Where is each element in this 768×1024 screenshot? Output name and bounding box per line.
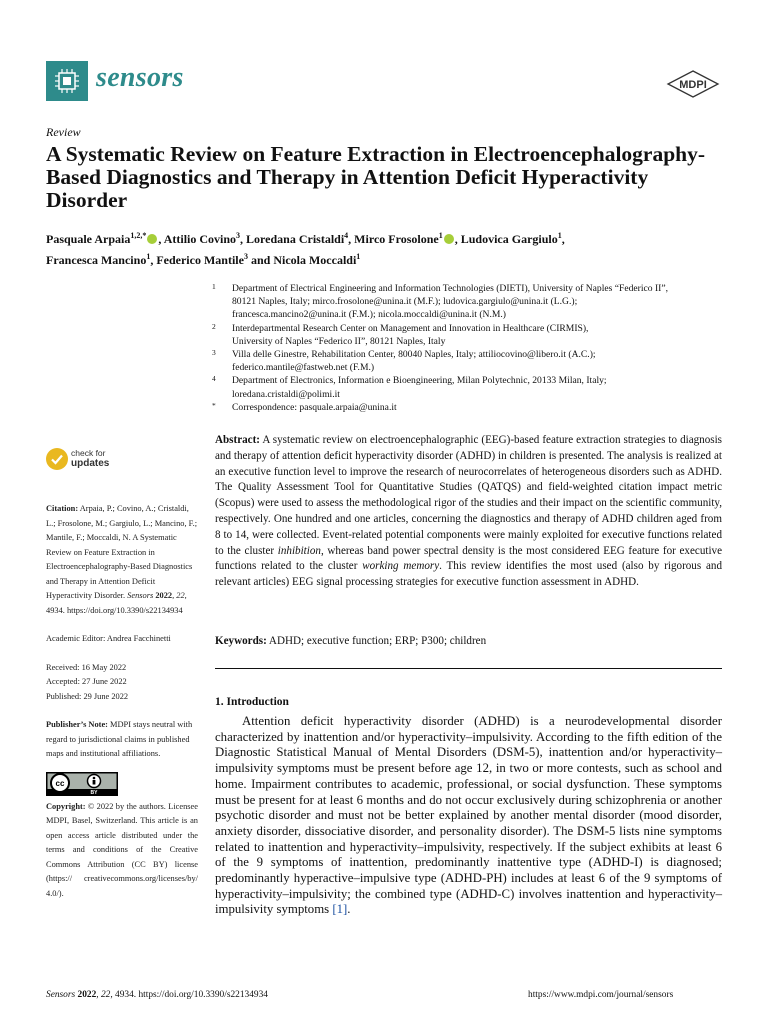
author-list bbox=[46, 227, 736, 269]
author-affiliation-mark: 1 bbox=[146, 252, 151, 261]
abstract-text: A systematic review on electroencephalographic (EEG)-based feature extraction strategies to diagnosis and therapy of attention deficit hyperactivity disorder (ADHD) in children is presented. The analysis is realized at an executive function level to improve the research of neurocorrelates of heterogeneous disorders such as ADHD. The Quality Assessment Tool for Quantitative Studies (QATQS) and field-weighted citation impact metric (Scopus) were used to assess the methodological rigor of the studies and their impact on the scientific community, respectively. One hundred and one articles, concerning the diagnostics and therapy of ADHD children aged from 8 to 14, were collected. Event-related potential components were mainly exploited for executive functions related to the cluster bbox=[215, 434, 722, 557]
affiliation bbox=[212, 374, 732, 400]
intro-text: Attention deficit hyperactivity disorder (ADHD) is a neurodevelopmental disorder characterized by inattention and/or hyperactivity–impulsivity. According to the fifth edition of the Diagnostic Statistical Manual of Mental Disorders (DSM-5), inattention and/or hyperactivity–impulsivity symptoms must be present before age 12, in two or more contests, such as school and home. Impairment contributes to academic, professional, or social dysfunction. These symptoms must be present for at least 6 months and do not occur exclusively during schizophrenia or another psychotic disorder and must not be better explained by another mental disorder (mood disorder, anxiety disorder, dissociative disorder, and personality disorder). The DSM-5 lists nine symptoms related to inattention and hyperactivity–impulsivity, respectively. If the subject exhibits at least 6 of the 9 symptoms of inattention, predominantly inattentive type (ADHD-I) is diagnosed; predominantly hyperactive–impulsive type (ADHD-PH) includes at least 6 of the 9 symptoms of hyperactivity–impulsivity; the combined type (ADHD-C) involves inattention and hyperactivity–impulsivity symptoms bbox=[215, 714, 722, 917]
author-affiliation-mark: 3 bbox=[243, 252, 248, 261]
author-separator: and bbox=[247, 253, 274, 267]
affiliation-line: Department of Electrical Engineering and Information Technologies (DIETI), University of Naples “Federico II”, bbox=[232, 283, 669, 294]
received-date: Received: 16 May 2022 bbox=[46, 662, 127, 672]
citation-year: 2022 bbox=[153, 591, 173, 600]
divider bbox=[215, 668, 722, 669]
citation-link[interactable]: [1] bbox=[332, 902, 348, 917]
abstract-emphasis: working memory bbox=[362, 560, 440, 573]
affiliation-line: Interdepartmental Research Center on Management and Innovation in Healthcare (CIRMIS), bbox=[232, 322, 589, 334]
author-separator: , bbox=[561, 232, 565, 246]
affiliation bbox=[212, 348, 732, 374]
cc-badge-text: BY bbox=[90, 789, 98, 796]
affiliation-line: Department of Electronics, Information e Bioengineering, Milan Polytechnic, 20133 Milan, Italy; bbox=[232, 375, 607, 387]
check-for-updates-line2: updates bbox=[71, 458, 110, 469]
author: Nicola Moccaldi bbox=[273, 253, 357, 267]
footer-volume: , 22 bbox=[96, 990, 111, 1000]
article-type: Review bbox=[46, 125, 81, 139]
mdpi-logo-text: MDPI bbox=[679, 79, 707, 91]
paper-title: A Systematic Review on Feature Extraction in Electroencephalography-Based Diagnostics and Therapy in Attention Deficit Hyperactivity Disorder bbox=[46, 142, 706, 212]
author: Francesca Mancino bbox=[46, 253, 147, 267]
accepted-date: Accepted: 27 June 2022 bbox=[46, 677, 127, 686]
citation-text: Arpaia, P.; Covino, A.; Cristaldi, L.; Frosolone, M.; Gargiulo, L.; Mancino, F.; Mantile, F.; Moccaldi, N. A Systematic Review on Feature Extraction in Electroencephalography-Based Diagnostics and Therapy in Attention Deficit Hyperactivity Disorder. bbox=[46, 504, 198, 600]
author: Loredana Cristaldi bbox=[246, 232, 345, 246]
svg-text:cc: cc bbox=[55, 778, 65, 788]
affiliation-mark: 2 bbox=[212, 321, 216, 331]
affiliation-line: federico.mantile@fastweb.net (F.M.) bbox=[232, 362, 375, 374]
author-separator: , bbox=[348, 232, 355, 246]
abstract-text: , whereas band power spectral density is the most considered EEG feature for executive functions related to the cluster bbox=[215, 544, 722, 573]
author-affiliation-mark: 4 bbox=[344, 231, 349, 240]
intro-end: . bbox=[347, 902, 351, 917]
author: Attilio Covino bbox=[163, 232, 237, 246]
copyright-text: © 2022 by the authors. Licensee MDPI, Basel, Switzerland. This article is an open access article distributed under the terms and conditions of the Creative Commons Attribution (CC BY) license (https:// creativecommons.org/licenses/by/ 4.0/). bbox=[46, 801, 198, 898]
cc-by-license-icon[interactable] bbox=[46, 772, 118, 796]
intro-paragraph bbox=[215, 714, 722, 918]
affiliation bbox=[212, 401, 732, 414]
publishers-note-text: MDPI stays neutral with regard to jurisdictional claims in published maps and institutional affiliations. bbox=[46, 720, 193, 758]
affiliation bbox=[212, 322, 732, 348]
abstract-emphasis: inhibition bbox=[277, 544, 321, 557]
affiliation-mark: 1 bbox=[212, 282, 216, 291]
keywords-text: ADHD; executive function; ERP; P300; children bbox=[266, 635, 487, 647]
abstract-label: Abstract: bbox=[215, 434, 260, 446]
author-separator: , bbox=[150, 253, 157, 267]
author-separator: , bbox=[454, 232, 461, 246]
mdpi-logo bbox=[666, 70, 720, 98]
check-for-updates-line1: check for bbox=[71, 448, 106, 458]
affiliations bbox=[212, 282, 732, 414]
author-affiliation-mark: 1 bbox=[356, 252, 361, 261]
academic-editor: Academic Editor: Andrea Facchinetti bbox=[46, 634, 171, 643]
affiliation-mark: * bbox=[212, 400, 216, 410]
orcid-icon[interactable] bbox=[147, 234, 157, 244]
journal-url[interactable]: https://www.mdpi.com/journal/sensors bbox=[528, 990, 674, 1000]
author-affiliation-mark: 1,2, bbox=[130, 231, 143, 240]
affiliation-line: 80121 Naples, Italy; mirco.frosolone@unina.it (M.F.); ludovica.gargiulo@unina.it (L.G.); bbox=[232, 296, 578, 308]
affiliation bbox=[212, 282, 732, 322]
affiliation-line: University of Naples “Federico II”, 80121 Naples, Italy bbox=[232, 335, 446, 347]
keywords bbox=[215, 635, 722, 647]
footer-journal: Sensors bbox=[46, 990, 76, 1000]
citation-label: Citation: bbox=[46, 504, 79, 513]
affiliation-mark: 3 bbox=[212, 348, 216, 358]
author-separator: , bbox=[158, 232, 164, 246]
sensors-logo-icon bbox=[46, 61, 88, 101]
copyright-label: Copyright: bbox=[46, 801, 86, 811]
citation-volume: , 22 bbox=[172, 591, 185, 600]
footer-year: 2022 bbox=[75, 990, 97, 1000]
affiliation-mark: 4 bbox=[212, 374, 216, 384]
author: Mirco Frosolone bbox=[354, 232, 439, 246]
publishers-note-label: Publisher’s Note: bbox=[46, 720, 108, 729]
publishers-note bbox=[46, 718, 198, 762]
corresponding-mark: * bbox=[142, 231, 147, 240]
orcid-icon[interactable] bbox=[444, 234, 454, 244]
citation-journal: Sensors bbox=[127, 591, 154, 600]
author-affiliation-mark: 1 bbox=[438, 231, 443, 240]
sidebar-info bbox=[46, 502, 198, 901]
author-separator: , bbox=[240, 232, 247, 246]
affiliation-line: francesca.mancino2@unina.it (F.M.); nicola.moccaldi@unina.it (N.M.) bbox=[232, 309, 506, 321]
citation bbox=[46, 502, 198, 618]
author: Ludovica Gargiulo bbox=[460, 232, 558, 246]
footer-citation bbox=[46, 990, 268, 1000]
author: Federico Mantile bbox=[156, 253, 244, 267]
journal-name: sensors bbox=[96, 62, 184, 93]
check-for-updates-icon bbox=[46, 448, 68, 470]
published-date: Published: 29 June 2022 bbox=[46, 691, 129, 701]
footer-doi: , 4934. https://doi.org/10.3390/s22134934 bbox=[110, 990, 268, 1000]
copyright bbox=[46, 800, 198, 902]
keywords-label: Keywords: bbox=[215, 635, 267, 647]
affiliation-line: Correspondence: pasquale.arpaia@unina.it bbox=[232, 401, 397, 413]
abstract bbox=[215, 433, 722, 591]
affiliation-line: loredana.cristaldi@polimi.it bbox=[232, 388, 340, 400]
check-for-updates-badge[interactable] bbox=[46, 447, 156, 473]
author-affiliation-mark: 3 bbox=[236, 231, 241, 240]
citation-doi: , 4934. https://doi.org/10.3390/s22134934 bbox=[46, 591, 187, 615]
author: Pasquale Arpaia bbox=[46, 232, 131, 246]
author-affiliation-mark: 1 bbox=[557, 231, 562, 240]
section-heading: 1. Introduction bbox=[215, 696, 289, 708]
abstract-text: . This review identifies the most used (also by rigorous and relevant articles) EEG signal processing strategies for executive function assessment in ADHD. bbox=[215, 560, 722, 589]
affiliation-line: Villa delle Ginestre, Rehabilitation Center, 80040 Naples, Italy; attiliocovino@libero.it (A.C.); bbox=[232, 349, 596, 361]
